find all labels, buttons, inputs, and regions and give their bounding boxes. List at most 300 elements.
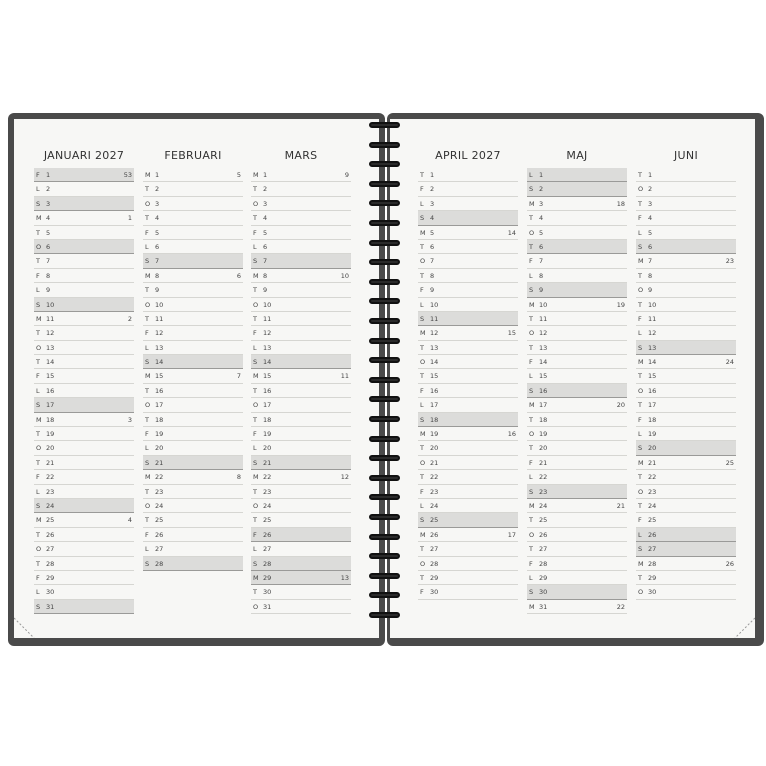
day-number: 7 xyxy=(539,257,544,266)
day-number: 1 xyxy=(648,171,653,179)
weekday-letter: M xyxy=(420,228,426,237)
weekday-letter: M xyxy=(420,430,426,439)
weekday-letter: L xyxy=(36,286,40,295)
day-number: 20 xyxy=(539,444,548,453)
week-number: 10 xyxy=(340,271,349,280)
week-number: 7 xyxy=(236,372,241,381)
weekday-letter: L xyxy=(36,588,40,597)
weekday-letter: O xyxy=(36,545,42,554)
spiral-ring xyxy=(369,436,400,442)
day-row xyxy=(143,341,243,355)
day-row xyxy=(636,341,736,355)
day-number: 18 xyxy=(539,415,548,424)
week-number: 23 xyxy=(725,257,734,266)
weekday-letter: F xyxy=(253,430,257,439)
weekday-letter: M xyxy=(529,602,535,611)
day-number: 2 xyxy=(430,185,435,194)
day-row xyxy=(418,298,518,312)
weekday-letter: T xyxy=(36,329,40,338)
weekday-letter: T xyxy=(145,185,149,194)
day-number: 4 xyxy=(539,214,544,223)
day-row xyxy=(34,470,134,484)
day-number: 26 xyxy=(539,530,548,539)
weekday-letter: O xyxy=(420,559,426,568)
day-row xyxy=(418,312,518,326)
day-row xyxy=(251,312,351,326)
weekday-letter: M xyxy=(36,516,42,525)
month-title: MAJ xyxy=(566,149,588,162)
day-number: 2 xyxy=(648,185,653,194)
day-number: 25 xyxy=(648,516,657,525)
weekday-letter: M xyxy=(36,214,42,223)
weekday-letter: T xyxy=(36,559,40,568)
day-row xyxy=(34,312,134,326)
weekday-letter: L xyxy=(253,444,257,453)
day-row xyxy=(143,499,243,513)
day-number: 30 xyxy=(648,588,657,597)
day-row xyxy=(418,326,518,340)
day-number: 15 xyxy=(430,372,439,381)
day-number: 21 xyxy=(648,458,657,467)
day-row xyxy=(34,427,134,441)
day-number: 28 xyxy=(539,559,548,568)
weekday-letter: T xyxy=(638,501,642,510)
day-number: 19 xyxy=(155,430,164,439)
day-row xyxy=(143,326,243,340)
weekday-letter: S xyxy=(36,300,41,309)
day-row xyxy=(636,298,736,312)
day-number: 15 xyxy=(263,372,272,381)
day-number: 29 xyxy=(263,573,272,582)
weekday-letter: M xyxy=(529,401,535,410)
day-number: 3 xyxy=(430,199,435,208)
day-row xyxy=(418,542,518,556)
spiral-ring xyxy=(369,122,400,128)
day-row xyxy=(418,557,518,571)
weekday-letter: O xyxy=(420,257,426,266)
day-number: 26 xyxy=(46,530,55,539)
day-number: 22 xyxy=(430,473,439,482)
weekday-letter: F xyxy=(420,185,424,194)
day-row xyxy=(34,398,134,412)
day-row xyxy=(251,298,351,312)
weekday-letter: L xyxy=(145,545,149,554)
day-row xyxy=(527,168,627,182)
day-list xyxy=(636,168,736,600)
day-row xyxy=(527,557,627,571)
day-number: 20 xyxy=(648,444,657,453)
weekday-letter: O xyxy=(638,386,644,395)
week-number: 12 xyxy=(340,473,349,482)
day-number: 6 xyxy=(648,242,653,251)
weekday-letter: T xyxy=(36,458,40,467)
weekday-letter: T xyxy=(638,271,642,280)
day-number: 21 xyxy=(46,458,55,467)
day-number: 21 xyxy=(263,458,272,467)
day-row xyxy=(143,456,243,470)
day-row xyxy=(34,441,134,455)
day-number: 9 xyxy=(539,286,544,295)
day-row xyxy=(527,197,627,211)
day-row xyxy=(636,240,736,254)
day-number: 8 xyxy=(539,271,544,280)
day-number: 5 xyxy=(539,228,544,237)
week-number: 53 xyxy=(123,171,132,179)
day-number: 8 xyxy=(263,271,268,280)
weekday-letter: F xyxy=(145,228,149,237)
weekday-letter: M xyxy=(638,559,644,568)
day-row xyxy=(636,355,736,369)
day-row xyxy=(527,182,627,196)
weekday-letter: T xyxy=(529,242,533,251)
day-number: 30 xyxy=(46,588,55,597)
day-row xyxy=(251,197,351,211)
weekday-letter: M xyxy=(253,573,259,582)
day-number: 26 xyxy=(263,530,272,539)
spiral-ring xyxy=(369,553,400,559)
day-number: 28 xyxy=(46,559,55,568)
weekday-letter: O xyxy=(253,199,259,208)
page-corner-icon xyxy=(14,616,36,638)
day-row xyxy=(418,528,518,542)
weekday-letter: O xyxy=(36,343,42,352)
day-list xyxy=(527,168,627,614)
day-number: 12 xyxy=(263,329,272,338)
weekday-letter: T xyxy=(145,314,149,323)
weekday-letter: T xyxy=(529,444,533,453)
week-number: 8 xyxy=(236,473,241,482)
day-row xyxy=(251,585,351,599)
day-number: 28 xyxy=(263,559,272,568)
day-number: 8 xyxy=(648,271,653,280)
weekday-letter: O xyxy=(36,444,42,453)
day-row xyxy=(251,269,351,283)
spiral-ring xyxy=(369,318,400,324)
weekday-letter: F xyxy=(36,271,40,280)
spiral-ring xyxy=(369,338,400,344)
day-number: 15 xyxy=(648,372,657,381)
weekday-letter: M xyxy=(253,473,259,482)
weekday-letter: F xyxy=(420,588,424,597)
day-row xyxy=(636,369,736,383)
weekday-letter: F xyxy=(638,516,642,525)
weekday-letter: F xyxy=(253,228,257,237)
day-row xyxy=(636,499,736,513)
day-number: 7 xyxy=(263,257,268,266)
day-number: 27 xyxy=(46,545,55,554)
weekday-letter: T xyxy=(253,386,257,395)
day-row xyxy=(527,600,627,614)
day-number: 13 xyxy=(263,343,272,352)
day-number: 11 xyxy=(648,314,657,323)
day-row xyxy=(418,355,518,369)
spiral-ring xyxy=(369,259,400,265)
day-row xyxy=(34,211,134,225)
day-row xyxy=(143,355,243,369)
planner-page-left xyxy=(14,119,379,638)
weekday-letter: O xyxy=(638,588,644,597)
day-number: 11 xyxy=(155,314,164,323)
day-number: 24 xyxy=(539,501,548,510)
day-row xyxy=(527,470,627,484)
weekday-letter: S xyxy=(420,415,425,424)
day-number: 14 xyxy=(155,358,164,367)
day-number: 6 xyxy=(263,242,268,251)
day-number: 5 xyxy=(430,228,435,237)
weekday-letter: L xyxy=(638,228,642,237)
weekday-letter: O xyxy=(145,199,151,208)
weekday-letter: L xyxy=(529,171,533,179)
weekday-letter: M xyxy=(638,458,644,467)
weekday-letter: M xyxy=(529,501,535,510)
weekday-letter: F xyxy=(529,559,533,568)
weekday-letter: O xyxy=(145,401,151,410)
day-row xyxy=(636,542,736,556)
day-number: 27 xyxy=(430,545,439,554)
day-row xyxy=(34,513,134,527)
weekday-letter: L xyxy=(638,430,642,439)
weekday-letter: M xyxy=(253,271,259,280)
day-row xyxy=(418,585,518,599)
weekday-letter: S xyxy=(36,401,41,410)
day-number: 5 xyxy=(46,228,51,237)
day-number: 22 xyxy=(155,473,164,482)
day-row xyxy=(251,254,351,268)
weekday-letter: T xyxy=(529,314,533,323)
day-number: 3 xyxy=(539,199,544,208)
weekday-letter: T xyxy=(253,516,257,525)
day-row xyxy=(418,456,518,470)
weekday-letter: L xyxy=(420,501,424,510)
week-number: 24 xyxy=(725,358,734,367)
weekday-letter: F xyxy=(529,458,533,467)
day-number: 27 xyxy=(155,545,164,554)
day-row xyxy=(143,226,243,240)
day-number: 15 xyxy=(155,372,164,381)
day-number: 18 xyxy=(263,415,272,424)
day-row xyxy=(143,240,243,254)
weekday-letter: S xyxy=(36,501,41,510)
day-row xyxy=(418,283,518,297)
day-row xyxy=(143,470,243,484)
week-number: 18 xyxy=(616,199,625,208)
day-row xyxy=(527,341,627,355)
day-row xyxy=(143,312,243,326)
day-number: 16 xyxy=(46,386,55,395)
weekday-letter: T xyxy=(420,444,424,453)
weekday-letter: T xyxy=(253,415,257,424)
day-row xyxy=(34,384,134,398)
day-row xyxy=(34,326,134,340)
day-number: 7 xyxy=(430,257,435,266)
day-row xyxy=(636,182,736,196)
day-row xyxy=(636,485,736,499)
day-number: 11 xyxy=(46,314,55,323)
spiral-ring xyxy=(369,377,400,383)
day-row xyxy=(251,355,351,369)
day-number: 12 xyxy=(46,329,55,338)
day-row xyxy=(251,542,351,556)
week-number: 19 xyxy=(616,300,625,309)
weekday-letter: L xyxy=(420,199,424,208)
day-number: 17 xyxy=(263,401,272,410)
day-number: 26 xyxy=(648,530,657,539)
spiral-ring xyxy=(369,200,400,206)
weekday-letter: T xyxy=(253,286,257,295)
weekday-letter: M xyxy=(529,199,535,208)
day-number: 5 xyxy=(648,228,653,237)
weekday-letter: M xyxy=(638,358,644,367)
spiral-ring xyxy=(369,142,400,148)
spiral-ring xyxy=(369,494,400,500)
day-number: 18 xyxy=(46,415,55,424)
day-number: 17 xyxy=(155,401,164,410)
day-number: 25 xyxy=(539,516,548,525)
weekday-letter: T xyxy=(253,214,257,223)
day-row xyxy=(636,413,736,427)
week-number: 9 xyxy=(344,171,349,179)
weekday-letter: T xyxy=(638,372,642,381)
day-number: 31 xyxy=(263,602,272,611)
day-number: 30 xyxy=(430,588,439,597)
spiral-ring xyxy=(369,612,400,618)
day-row xyxy=(251,528,351,542)
day-row xyxy=(251,557,351,571)
day-row xyxy=(34,283,134,297)
day-number: 27 xyxy=(648,545,657,554)
spiral-ring xyxy=(369,514,400,520)
spiral-ring xyxy=(369,455,400,461)
weekday-letter: M xyxy=(36,314,42,323)
weekday-letter: M xyxy=(253,372,259,381)
day-row xyxy=(34,499,134,513)
day-number: 5 xyxy=(263,228,268,237)
weekday-letter: T xyxy=(638,573,642,582)
day-number: 18 xyxy=(430,415,439,424)
day-row xyxy=(251,182,351,196)
day-row xyxy=(143,441,243,455)
day-row xyxy=(143,298,243,312)
spiral-ring xyxy=(369,534,400,540)
day-number: 16 xyxy=(648,386,657,395)
day-row xyxy=(636,398,736,412)
day-row xyxy=(34,585,134,599)
weekday-letter: M xyxy=(529,300,535,309)
weekday-letter: M xyxy=(36,415,42,424)
day-number: 18 xyxy=(155,415,164,424)
day-number: 10 xyxy=(263,300,272,309)
weekday-letter: O xyxy=(638,185,644,194)
week-number: 15 xyxy=(507,329,516,338)
spiral-ring xyxy=(369,475,400,481)
day-row xyxy=(143,369,243,383)
day-number: 25 xyxy=(46,516,55,525)
weekday-letter: T xyxy=(420,171,424,179)
day-row xyxy=(143,557,243,571)
day-row xyxy=(636,254,736,268)
day-number: 11 xyxy=(539,314,548,323)
weekday-letter: O xyxy=(36,242,42,251)
day-number: 13 xyxy=(539,343,548,352)
weekday-letter: S xyxy=(420,314,425,323)
weekday-letter: O xyxy=(253,602,259,611)
day-list xyxy=(251,168,351,614)
weekday-letter: L xyxy=(529,573,533,582)
week-number: 5 xyxy=(236,171,241,179)
spiral-ring xyxy=(369,592,400,598)
day-row xyxy=(418,384,518,398)
day-row xyxy=(527,211,627,225)
day-row xyxy=(418,269,518,283)
weekday-letter: M xyxy=(253,171,259,179)
day-number: 4 xyxy=(155,214,160,223)
weekday-letter: S xyxy=(638,343,643,352)
week-number: 14 xyxy=(507,228,516,237)
week-number: 13 xyxy=(340,573,349,582)
weekday-letter: T xyxy=(529,516,533,525)
day-row xyxy=(527,441,627,455)
weekday-letter: S xyxy=(145,458,150,467)
day-number: 2 xyxy=(46,185,51,194)
day-number: 1 xyxy=(263,171,268,179)
day-row xyxy=(143,254,243,268)
day-row xyxy=(34,226,134,240)
day-row xyxy=(251,384,351,398)
day-number: 23 xyxy=(46,487,55,496)
day-row xyxy=(636,384,736,398)
weekday-letter: T xyxy=(36,257,40,266)
day-number: 24 xyxy=(648,501,657,510)
day-row xyxy=(418,413,518,427)
weekday-letter: S xyxy=(529,286,534,295)
day-number: 19 xyxy=(648,430,657,439)
day-number: 14 xyxy=(648,358,657,367)
day-row xyxy=(34,542,134,556)
day-row xyxy=(527,585,627,599)
day-number: 26 xyxy=(155,530,164,539)
weekday-letter: S xyxy=(36,199,41,208)
day-number: 4 xyxy=(263,214,268,223)
spiral-ring xyxy=(369,220,400,226)
day-number: 3 xyxy=(263,199,268,208)
month-title: JUNI xyxy=(674,149,698,162)
weekday-letter: O xyxy=(145,300,151,309)
day-row xyxy=(636,312,736,326)
weekday-letter: M xyxy=(638,257,644,266)
day-row xyxy=(34,557,134,571)
weekday-letter: F xyxy=(36,372,40,381)
weekday-letter: S xyxy=(638,545,643,554)
day-number: 6 xyxy=(46,242,51,251)
day-number: 25 xyxy=(155,516,164,525)
day-number: 20 xyxy=(263,444,272,453)
weekday-letter: S xyxy=(253,257,258,266)
weekday-letter: L xyxy=(638,530,642,539)
day-number: 25 xyxy=(430,516,439,525)
spiral-ring xyxy=(369,396,400,402)
day-row xyxy=(34,369,134,383)
day-row xyxy=(636,557,736,571)
weekday-letter: S xyxy=(253,458,258,467)
day-row xyxy=(251,211,351,225)
day-row xyxy=(143,398,243,412)
day-number: 5 xyxy=(155,228,160,237)
day-number: 20 xyxy=(430,444,439,453)
week-number: 3 xyxy=(127,415,132,424)
weekday-letter: S xyxy=(638,444,643,453)
weekday-letter: T xyxy=(420,271,424,280)
weekday-letter: S xyxy=(145,358,150,367)
